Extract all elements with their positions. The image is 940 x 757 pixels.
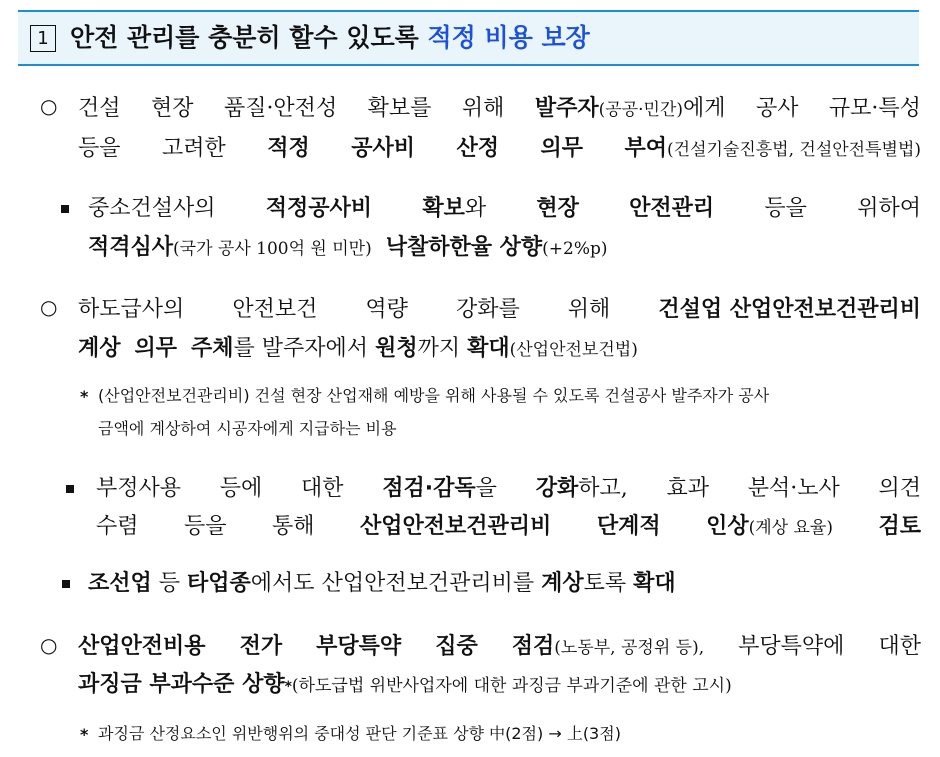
circle-bullet-icon: ○: [40, 94, 58, 118]
item-2-sub-2-line-1: 조선업 등 타업종 에서도 산업안전보건관리비를 계상 토록 확대: [88, 571, 676, 596]
section-title: [70, 22, 590, 54]
item-2-line-1: 하도급사의 안전보건 역량 강화를 위해 건설업 산업안전보건관리비: [78, 297, 921, 322]
item-3-note: 과징금 산정요소인 위반행위의 중대성 판단 기준표 상향 中(2점) → 上(3점): [98, 724, 621, 743]
item-2-note-line-2: 금액에 계상하여 시공자에게 지급하는 비용: [98, 419, 397, 438]
footnote-star-icon: *: [80, 387, 89, 406]
section-title-main: 안전 관리를 충분히 할수 있도록: [70, 23, 419, 52]
item-1-sub-line-2: 적격심사 (국가 공사 100억 원 미만) 낙찰하한율 상향 (+2%p): [88, 235, 608, 260]
item-2-sub-1-line-2: 수렴 등을 통해 산업안전보건관리비 단계적 인상(계상 요율) 검토: [96, 514, 921, 539]
square-bullet-icon: [61, 205, 69, 213]
item-1-sub-line-1: 중소건설사의 적정공사비 확보와 현장 안전관리 등을 위하여: [88, 196, 921, 221]
item-2-line-2: 계상 의무 주체 를 발주자에서 원청 까지 확대 (산업안전보건법): [78, 336, 638, 361]
square-bullet-icon: [66, 485, 74, 493]
square-bullet-icon: [62, 580, 70, 588]
item-3-line-2: 과징금 부과수준 상향 * (하도급법 위반사업자에 대한 과징금 부과기준에 관한 고시): [78, 672, 732, 697]
item-2-sub-1-line-1: 부정사용 등에 대한 점검·감독을 강화하고, 효과 분석·노사 의견: [96, 476, 921, 501]
item-3-line-1: 산업안전비용 전가 부당특약 집중 점검(노동부, 공정위 등), 부당특약에 대한: [78, 634, 921, 659]
item-1-line-2: 등을 고려한 적정 공사비 산정 의무 부여(건설기술진흥법, 건설안전특별법): [78, 136, 921, 161]
circle-bullet-icon: ○: [40, 295, 58, 319]
footnote-star-icon: *: [80, 725, 89, 744]
item-1-line-1: 건설 현장 품질·안전성 확보를 위해 발주자(공공·민간)에게 공사 규모·특성: [78, 96, 921, 121]
circle-bullet-icon: ○: [40, 633, 58, 657]
arrow-right-icon: →: [548, 724, 562, 743]
section-title-highlight: 적정 비용 보장: [427, 23, 590, 52]
item-2-note-line-1: (산업안전보건관리비) 건설 현장 산업재해 예방을 위해 사용될 수 있도록 건설공사 발주자가 공사: [98, 386, 770, 405]
section-header: [18, 10, 919, 66]
section-number-box: 1: [30, 25, 56, 52]
